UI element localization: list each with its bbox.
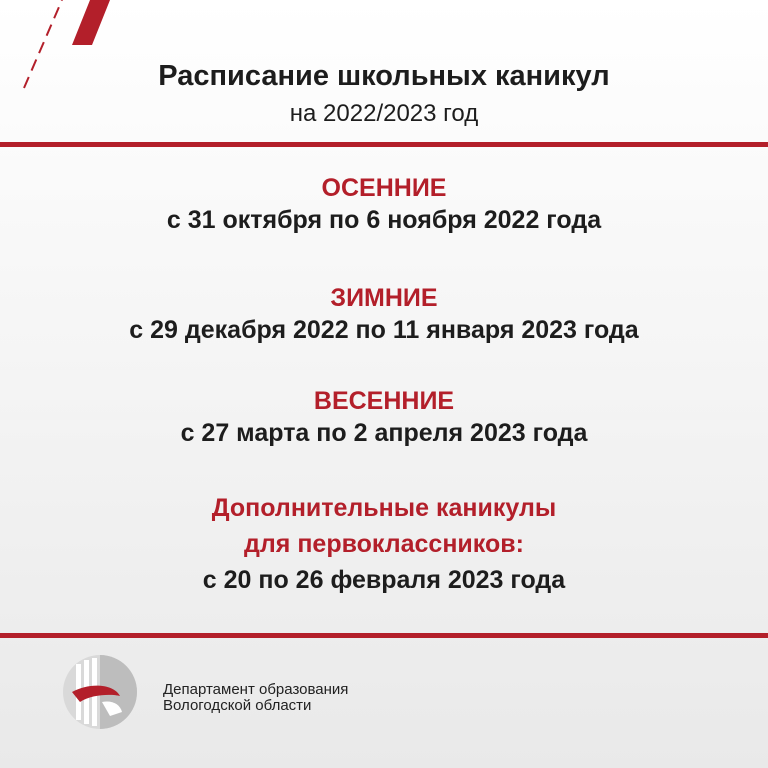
extra-holiday-dates: с 20 по 26 февраля 2023 года [202, 566, 566, 594]
bottom-divider [0, 633, 768, 638]
holiday-dates: с 31 октября по 6 ноября 2022 года [166, 206, 602, 234]
first-grade-holiday [0, 490, 768, 598]
extra-holiday-title-line1: Дополнительные каникулы [211, 494, 557, 522]
organization-name [163, 682, 348, 714]
winter-holiday [0, 282, 768, 346]
department-logo-icon [62, 654, 138, 730]
org-line-1: Департамент образования [163, 681, 349, 698]
autumn-holiday [0, 172, 768, 236]
org-line-2: Вологодской области [163, 697, 312, 714]
holiday-name: ОСЕННИЕ [321, 174, 447, 202]
top-divider [0, 142, 768, 147]
red-stripe [72, 0, 110, 45]
holiday-dates: с 29 декабря 2022 по 11 января 2023 года [129, 316, 639, 344]
page-subtitle: на 2022/2023 год [289, 100, 479, 127]
holiday-name: ВЕСЕННИЕ [313, 387, 455, 415]
spring-holiday [0, 385, 768, 449]
extra-holiday-title-line2: для первоклассников: [244, 530, 524, 558]
page-title: Расписание школьных каникул [158, 60, 610, 92]
holiday-name: ЗИМНИЕ [330, 284, 438, 312]
holiday-dates: с 27 марта по 2 апреля 2023 года [180, 419, 588, 447]
